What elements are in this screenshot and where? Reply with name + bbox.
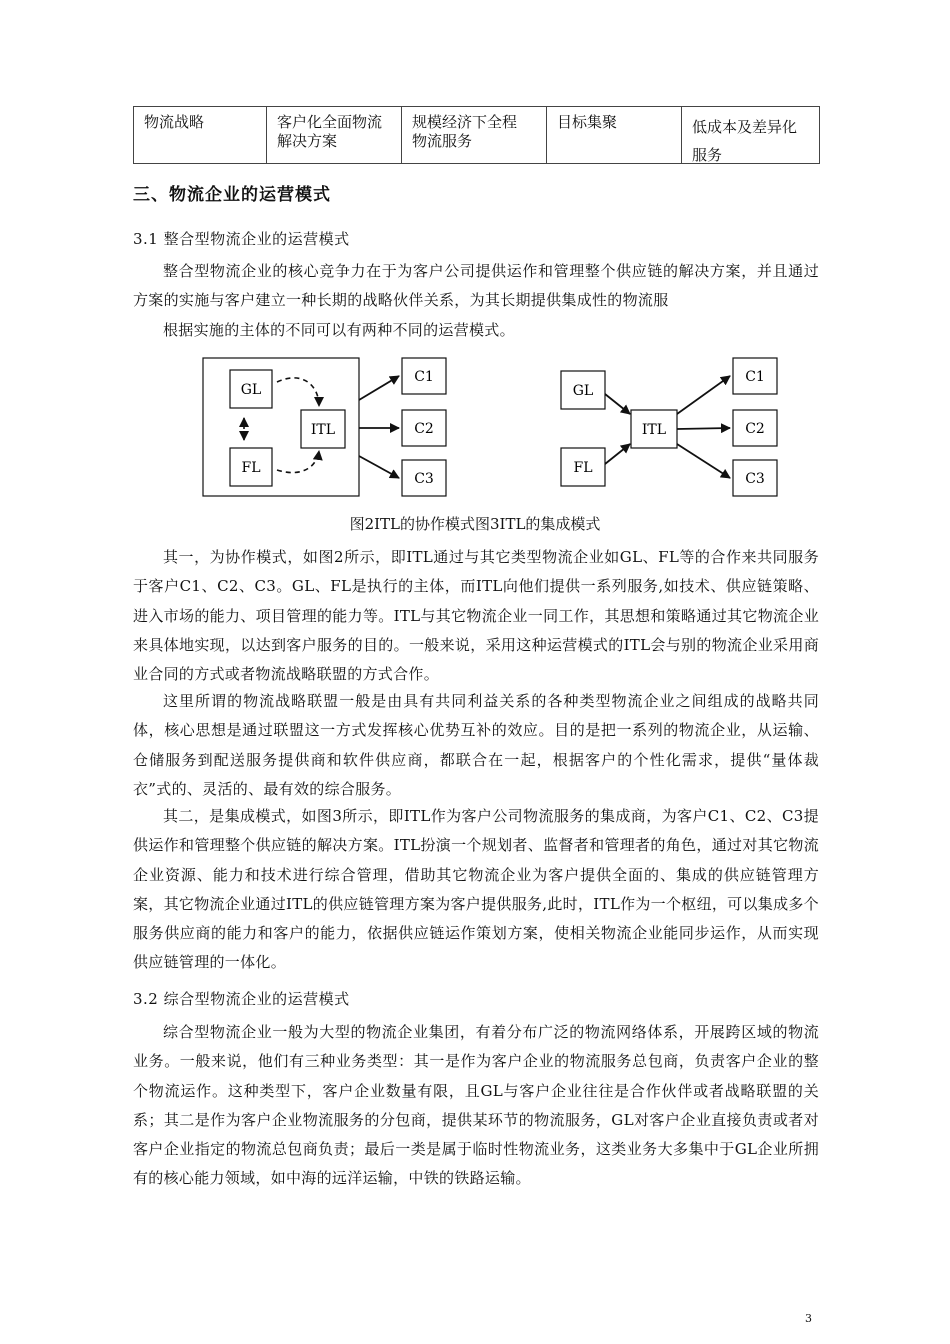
fl-itl-arrow: [605, 444, 630, 464]
table-row: [134, 107, 820, 164]
table-cell: 规模经济下全程 物流服务: [402, 107, 547, 164]
itl-c1-arrow: [359, 376, 399, 400]
node-c2: [733, 410, 777, 446]
figure-caption: 图2ITL的协作模式图3ITL的集成模式: [349, 515, 601, 533]
node-itl: [301, 410, 345, 448]
paragraph: 这里所谓的物流战略联盟一般是由具有共同利益关系的各种类型物流企业之间组成的战略共同体，核心思想是通过联盟这一方式发挥核心优势互补的效应。目的是把一系列的物流企业，从运输、仓储服务到配送服务提供商和软件供应商，都联合在一起，根据客户的个性化需求，提供“量体裁衣”式的、灵活的、最有效的综合服务。: [133, 692, 819, 798]
svg-text:GL: GL: [572, 383, 594, 399]
svg-text:ITL: ITL: [641, 422, 667, 438]
node-c2: [402, 410, 446, 446]
svg-text:C2: C2: [414, 421, 434, 437]
node-fl: [230, 448, 272, 486]
node-c1: [733, 358, 777, 394]
svg-text:C2: C2: [745, 421, 765, 437]
table-cell: 物流战略: [134, 107, 267, 164]
paragraph: 其一，为协作模式，如图2所示，即ITL通过与其它类型物流企业如GL、FL等的合作来共同服务于客户C1、C2、C3。GL、FL是执行的主体，而ITL向他们提供一系列服务,如技术、供应链策略、进入市场的能力、项目管理的能力等。ITL与其它物流企业一同工作，其思想和策略通过其它物流企业来具体地实现，以达到客户服务的目的。一般来说，采用这种运营模式的ITL会与别的物流企业采用商业合同的方式或者物流战略联盟的方式合作。: [133, 548, 819, 684]
itl-mode-diagrams: [195, 352, 785, 502]
node-c3: [733, 460, 777, 496]
itl-c3-arrow: [677, 444, 730, 478]
page-number: 3: [805, 1312, 812, 1325]
svg-text:C1: C1: [414, 369, 434, 385]
itl-c1-arrow: [677, 376, 730, 414]
strategy-table: [133, 106, 820, 164]
paragraph: 根据实施的主体的不同可以有两种不同的运营模式。: [163, 321, 515, 339]
gl-itl-arrow: [605, 394, 630, 414]
node-gl: [561, 371, 605, 409]
paragraph: 综合型物流企业一般为大型的物流企业集团，有着分布广泛的物流网络体系，开展跨区域的物流业务。一般来说，他们有三种业务类型：其一是作为客户企业的物流服务总包商，负责客户企业的整个物流运作。这种类型下，客户企业数量有限，且GL与客户企业往往是合作伙伴或者战略联盟的关系；其二是作为客户企业物流服务的分包商，提供某环节的物流服务，GL对客户企业直接负责或者对客户企业指定的物流总包商负责；最后一类是属于临时性物流业务，这类业务大多集中于GL企业所拥有的核心能力领域，如中海的远洋运输，中铁的铁路运输。: [133, 1023, 819, 1188]
table-cell: 目标集聚: [547, 107, 682, 164]
node-itl: [631, 410, 677, 448]
fl-itl-link: [277, 451, 319, 473]
paragraph: 其二，是集成模式，如图3所示，即ITL作为客户公司物流服务的集成商，为客户C1、C2、C3提供运作和管理整个供应链的解决方案。ITL扮演一个规划者、监督者和管理者的角色，通过对其它物流企业资源、能力和技术进行综合管理，借助其它物流企业为客户提供全面的、集成的供应链管理方案，其它物流企业通过ITL的供应链管理方案为客户提供服务,此时，ITL作为一个枢纽，可以集成多个服务供应商的能力和客户的能力，依据供应链运作策划方案，使相关物流企业能同步运作，从而实现供应链管理的一体化。: [133, 807, 819, 972]
figure-integration-mode: [561, 358, 777, 496]
table-cell: 客户化全面物流 解决方案: [267, 107, 402, 164]
svg-text:ITL: ITL: [310, 422, 336, 438]
svg-text:C1: C1: [745, 369, 765, 385]
itl-c3-arrow: [359, 456, 399, 478]
svg-text:FL: FL: [573, 460, 593, 476]
gl-itl-link: [277, 378, 319, 406]
node-fl: [561, 448, 605, 486]
section-heading: 三、物流企业的运营模式: [133, 185, 331, 205]
svg-text:C3: C3: [745, 471, 765, 487]
svg-text:GL: GL: [240, 382, 262, 398]
node-gl: [230, 370, 272, 408]
table-cell: 低成本及差异化服务: [682, 107, 820, 164]
node-c3: [402, 460, 446, 496]
node-c1: [402, 358, 446, 394]
paragraph: 整合型物流企业的核心竞争力在于为客户公司提供运作和管理整个供应链的解决方案，并且通过方案的实施与客户建立一种长期的战略伙伴关系，为其长期提供集成性的物流服: [133, 262, 819, 310]
svg-text:FL: FL: [241, 460, 261, 476]
svg-text:C3: C3: [414, 471, 434, 487]
subsection-heading-3-2: 3.2 综合型物流企业的运营模式: [133, 990, 350, 1008]
itl-c2-arrow: [677, 428, 730, 429]
figure-collaboration-mode: [203, 358, 446, 496]
subsection-heading-3-1: 3.1 整合型物流企业的运营模式: [133, 230, 350, 248]
